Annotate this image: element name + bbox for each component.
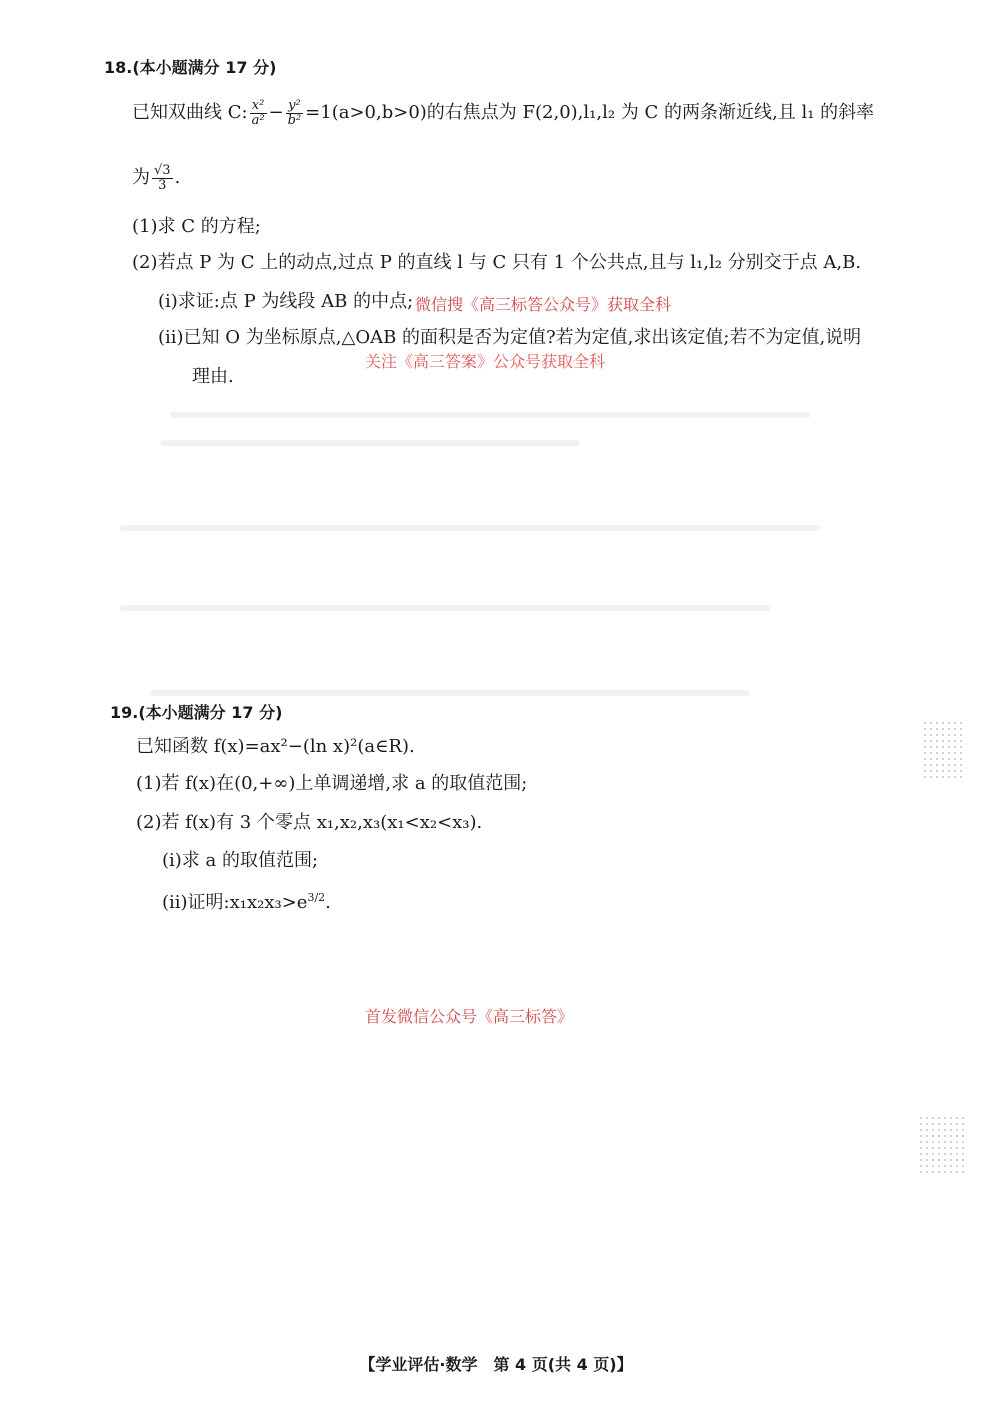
q18-stem-c: 为 bbox=[132, 167, 150, 188]
q19-part2-ii-b: . bbox=[325, 892, 331, 913]
q18-stem bbox=[132, 95, 874, 131]
watermark-2: 关注《高三答案》公众号获取全科 bbox=[365, 352, 606, 371]
q19-stem: 已知函数 f(x)=ax²−(ln x)²(a∈R). bbox=[136, 736, 415, 757]
bleed-through-line bbox=[160, 440, 580, 446]
bleed-through-line bbox=[170, 412, 810, 418]
q19-part2: (2)若 f(x)有 3 个零点 x₁,x₂,x₃(x₁<x₂<x₃). bbox=[136, 812, 483, 833]
watermark-1: 微信搜《高三标答公众号》获取全科 bbox=[415, 295, 672, 314]
minus-sign: − bbox=[268, 102, 284, 123]
bleed-through-line bbox=[120, 525, 820, 531]
page-footer: 【学业评估·数学 第 4 页(共 4 页)】 bbox=[359, 1355, 633, 1374]
q19-header: 19.(本小题满分 17 分) bbox=[110, 703, 283, 722]
q18-part2-ii-a: (ⅱ)已知 O 为坐标原点,△OAB 的面积是否为定值?若为定值,求出该定值;若不为定值,说明 bbox=[158, 327, 862, 348]
scan-dot-pattern bbox=[922, 720, 966, 780]
q18-part2: (2)若点 P 为 C 上的动点,过点 P 的直线 l 与 C 只有 1 个公共点,且与 l₁,l₂ 分别交于点 A,B. bbox=[132, 252, 862, 273]
q18-slope-line bbox=[132, 158, 180, 198]
fraction-y2-b2: $\frac{\text{y²}}{\text{b²}}$ bbox=[287, 97, 302, 128]
fraction-x2-a2: $\frac{\text{x²}}{\text{a²}}$ bbox=[251, 97, 265, 128]
q18-stem-a: 已知双曲线 C: bbox=[132, 102, 248, 123]
q18-stem-d: . bbox=[174, 167, 181, 188]
q19-part2-i: (ⅰ)求 a 的取值范围; bbox=[162, 850, 319, 871]
exponent: 3/2 bbox=[307, 891, 326, 904]
q18-stem-b: =1(a>0,b>0)的右焦点为 F(2,0),l₁,l₂ 为 C 的两条渐近线,且 l₁ 的斜率 bbox=[305, 102, 875, 123]
q19-part2-ii-a: (ⅱ)证明:x₁x₂x₃>e bbox=[162, 892, 308, 913]
bleed-through-line bbox=[150, 690, 750, 696]
watermark-3: 首发微信公众号《高三标答》 bbox=[365, 1007, 574, 1026]
q18-part2-i: (ⅰ)求证:点 P 为线段 AB 的中点; bbox=[158, 291, 414, 312]
q18-part2-ii-b: 理由. bbox=[192, 366, 234, 387]
q19-part2-ii bbox=[162, 885, 331, 916]
q18-header: 18.(本小题满分 17 分) bbox=[104, 58, 277, 77]
q18-part1: (1)求 C 的方程; bbox=[132, 216, 261, 237]
bleed-through-line bbox=[120, 605, 770, 611]
q19-part1: (1)若 f(x)在(0,+∞)上单调递增,求 a 的取值范围; bbox=[136, 773, 528, 794]
fraction-sqrt3-3: $\frac{√3}{3}$ bbox=[154, 162, 171, 193]
scan-dot-pattern bbox=[918, 1115, 966, 1175]
